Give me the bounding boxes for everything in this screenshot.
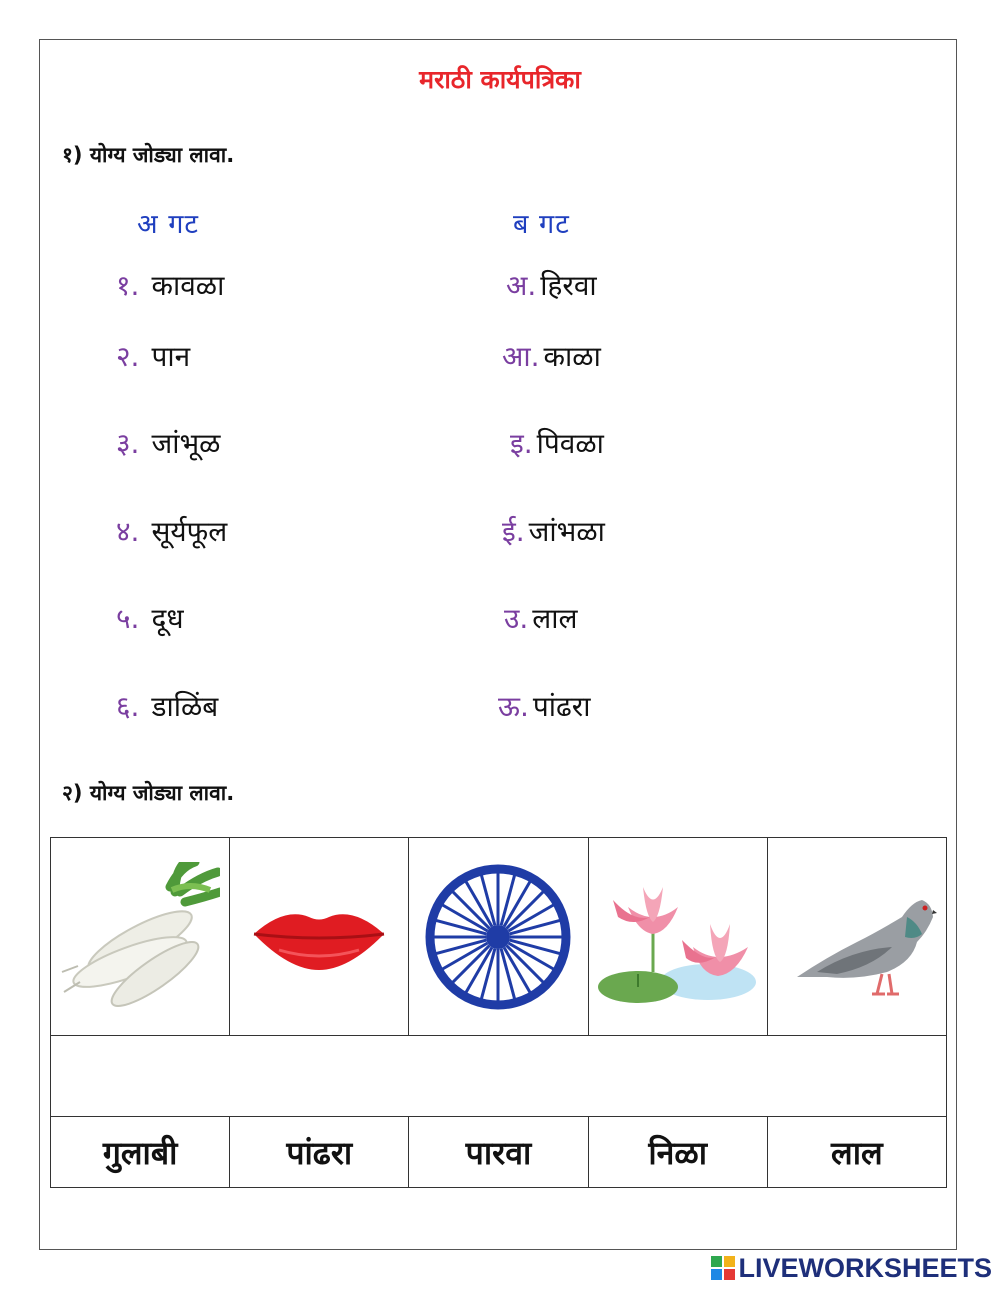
word-cell[interactable]: निळा — [588, 1117, 767, 1188]
section2-heading: २) योग्य जोड्या लावा. — [62, 781, 235, 805]
group-a-item — [116, 337, 190, 375]
section1-heading: १) योग्य जोड्या लावा. — [62, 143, 235, 167]
item-letter: इ. — [510, 427, 533, 460]
word-cell[interactable]: लाल — [767, 1117, 946, 1188]
item-letter: आ. — [502, 340, 540, 373]
item-number: २. — [116, 340, 140, 373]
item-text: हिरवा — [540, 269, 597, 302]
worksheet-title: मराठी कार्यपत्रिका — [419, 65, 581, 94]
image-cell — [767, 838, 946, 1036]
item-text: डाळिंब — [151, 690, 219, 723]
image-cell — [588, 838, 767, 1036]
item-text: कावळा — [151, 269, 225, 302]
image-cell — [230, 838, 409, 1036]
group-a-item — [116, 512, 227, 550]
ashoka-chakra-image — [418, 862, 578, 1012]
brand-name: LIVEWORKSHEETS — [738, 1252, 992, 1283]
item-text: सूर्यफूल — [151, 515, 228, 548]
lips-image — [239, 862, 399, 1012]
item-text: जांभळा — [528, 515, 605, 548]
group-a-item — [116, 599, 184, 637]
item-text: पिवळा — [536, 427, 604, 460]
item-text: काळा — [543, 340, 601, 373]
liveworksheets-logo-icon — [711, 1256, 735, 1280]
item-letter: ऊ. — [498, 690, 529, 723]
group-b-item — [498, 687, 591, 725]
item-text: दूध — [151, 602, 184, 635]
item-number: १. — [116, 269, 140, 302]
answer-area[interactable] — [51, 1036, 947, 1117]
matching-table — [50, 837, 947, 1188]
group-a-item — [116, 424, 220, 462]
group-b-title: ब गट — [513, 209, 570, 240]
word-cell[interactable]: पारवा — [409, 1117, 588, 1188]
radish-image — [60, 862, 220, 1012]
group-b-item — [510, 424, 604, 462]
group-b-item — [502, 512, 605, 550]
item-number: ६. — [116, 690, 140, 723]
item-number: ४. — [116, 515, 140, 548]
word-row — [51, 1117, 947, 1188]
item-number: ३. — [116, 427, 140, 460]
group-b-item — [502, 337, 601, 375]
pigeon-image — [777, 862, 937, 1012]
group-a-title: अ गट — [137, 209, 200, 240]
item-text: लाल — [532, 602, 578, 635]
item-text: पान — [151, 340, 191, 373]
word-cell[interactable]: पांढरा — [230, 1117, 409, 1188]
item-letter: अ. — [506, 269, 537, 302]
group-a-item — [116, 266, 224, 304]
image-cell — [51, 838, 230, 1036]
group-a-item — [116, 687, 218, 725]
answer-row — [51, 1036, 947, 1117]
word-cell[interactable]: गुलाबी — [51, 1117, 230, 1188]
liveworksheets-brand — [711, 1253, 992, 1283]
item-text: पांढरा — [532, 690, 591, 723]
group-b-item — [504, 599, 577, 637]
group-b-item — [506, 266, 597, 304]
lotus-image — [598, 862, 758, 1012]
item-number: ५. — [116, 602, 140, 635]
image-cell — [409, 838, 588, 1036]
item-text: जांभूळ — [151, 427, 221, 460]
image-row — [51, 838, 947, 1036]
item-letter: ई. — [502, 515, 525, 548]
item-letter: उ. — [504, 602, 529, 635]
